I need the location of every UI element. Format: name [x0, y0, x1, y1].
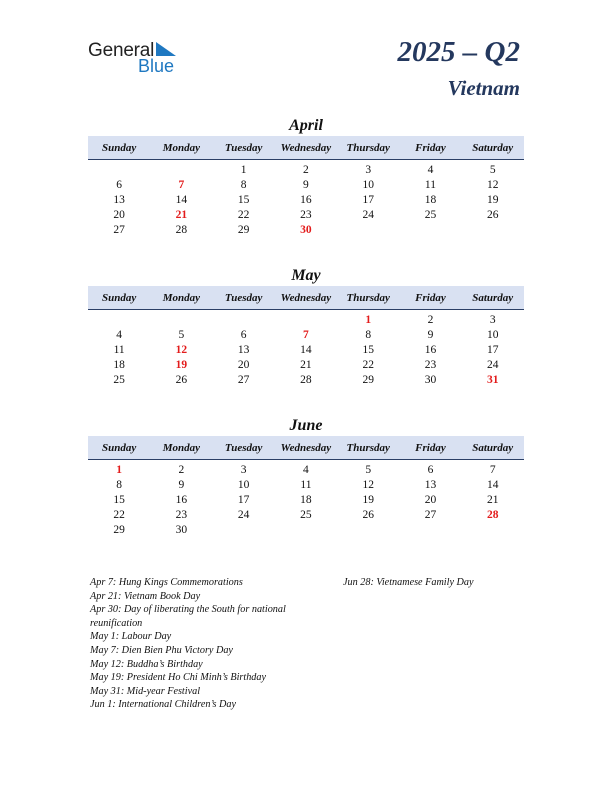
day-cell	[150, 313, 212, 328]
day-cell: 23	[300, 209, 312, 221]
day-cell: 28	[175, 224, 188, 236]
day-cell: 9	[178, 479, 185, 491]
holiday-note: Jun 1: International Children’s Day	[90, 699, 237, 711]
day-cell: 3	[489, 314, 496, 326]
day-cell: 11	[424, 179, 436, 191]
day-cell: 25	[113, 374, 125, 386]
day-cell: 16	[424, 344, 437, 356]
day-cell: 16	[175, 494, 188, 506]
day-cell: 18	[113, 359, 125, 371]
day-cell: 30	[424, 374, 437, 386]
week-row	[88, 223, 524, 238]
weekday-label: Sunday	[102, 291, 137, 304]
month-name: May	[291, 267, 321, 284]
day-cell: 26	[362, 509, 374, 521]
week-row	[88, 163, 524, 178]
day-cell: 20	[424, 494, 437, 506]
holiday-note: Jun 28: Vietnamese Family Day	[343, 577, 474, 588]
day-cell: 21	[486, 494, 499, 506]
weekday-header-row	[88, 436, 524, 460]
day-cell: 14	[486, 479, 499, 491]
week-row	[88, 373, 524, 388]
day-cell: 13	[237, 344, 250, 356]
week-row	[88, 178, 524, 193]
day-cell: 18	[424, 194, 437, 206]
month-name: April	[289, 117, 323, 134]
day-cell: 5	[489, 164, 496, 176]
holiday-note: reunification	[90, 617, 143, 629]
day-cell: 24	[362, 209, 374, 221]
week-row	[88, 463, 524, 478]
week-row	[88, 358, 524, 373]
holiday-note: Apr 7: Hung Kings Commemorations	[90, 577, 243, 588]
weekday-label: Tuesday	[224, 291, 263, 304]
weekday-header-row	[88, 136, 524, 160]
day-cell: 21	[300, 359, 312, 371]
month-may	[88, 266, 524, 388]
day-cell: 17	[486, 344, 499, 356]
day-cell	[275, 523, 337, 538]
day-cell: 23	[175, 509, 188, 521]
day-cell: 17	[362, 194, 374, 206]
day-cell: 12	[362, 479, 374, 491]
day-cell: 14	[300, 344, 312, 356]
holiday-note: May 31: Mid-year Festival	[90, 685, 201, 697]
day-cell	[399, 223, 461, 238]
day-cell: 6	[116, 179, 122, 191]
day-cell: 2	[303, 164, 309, 176]
week-row	[88, 193, 524, 208]
week-row	[88, 208, 524, 223]
weekday-label: Friday	[415, 441, 446, 454]
day-cell: 8	[240, 179, 247, 191]
weekday-label: Saturday	[472, 441, 514, 454]
day-cell: 13	[424, 479, 437, 491]
day-cell: 2	[178, 464, 185, 476]
day-cell	[337, 223, 399, 238]
weekday-label: Wednesday	[280, 441, 332, 454]
week-row	[88, 313, 524, 328]
month-april	[88, 116, 524, 238]
day-cell: 1	[365, 314, 372, 326]
holiday-note: May 12: Buddha’s Birthday	[90, 658, 203, 670]
day-cell	[213, 313, 275, 328]
week-row	[88, 523, 524, 538]
weekday-label: Sunday	[102, 141, 137, 154]
day-cell: 22	[237, 209, 250, 221]
week-row	[88, 343, 524, 358]
day-cell: 1	[240, 164, 247, 176]
holiday-note: May 1: Labour Day	[90, 631, 172, 643]
week-row	[88, 328, 524, 343]
day-cell: 6	[427, 464, 434, 476]
week-row	[88, 493, 524, 508]
weekday-label: Monday	[162, 441, 201, 454]
day-cell: 30	[175, 524, 188, 536]
weekday-label: Friday	[415, 141, 446, 154]
day-cell: 9	[303, 179, 309, 191]
weekday-label: Sunday	[102, 441, 137, 454]
day-cell: 7	[178, 179, 185, 191]
day-cell: 22	[113, 509, 125, 521]
logo-word-blue: Blue	[138, 56, 175, 76]
weekday-label: Tuesday	[224, 141, 263, 154]
day-cell: 8	[365, 329, 372, 341]
weekday-label: Wednesday	[280, 291, 332, 304]
day-cell: 3	[365, 164, 372, 176]
week-row	[88, 508, 524, 523]
logo-word-general: General	[88, 40, 155, 61]
weekday-label: Saturday	[472, 291, 514, 304]
day-cell: 4	[116, 329, 122, 341]
day-cell: 13	[113, 194, 125, 206]
weekday-label: Tuesday	[224, 441, 263, 454]
day-cell: 19	[362, 494, 374, 506]
day-cell: 16	[300, 194, 312, 206]
week-row	[88, 478, 524, 493]
day-cell: 30	[300, 224, 312, 236]
day-cell: 25	[300, 509, 312, 521]
day-cell: 15	[113, 494, 125, 506]
day-cell: 4	[303, 464, 309, 476]
day-cell: 21	[175, 209, 188, 221]
day-cell	[213, 523, 275, 538]
weekday-label: Monday	[162, 291, 201, 304]
month-june	[88, 416, 524, 538]
day-cell	[337, 523, 399, 538]
day-cell: 28	[486, 509, 499, 521]
weekday-label: Friday	[415, 291, 446, 304]
day-cell: 17	[237, 494, 250, 506]
month-name: June	[289, 417, 323, 434]
logo	[88, 40, 188, 76]
weekday-header-row	[88, 286, 524, 310]
day-cell: 11	[113, 344, 125, 356]
day-cell	[150, 163, 212, 178]
day-cell: 12	[175, 344, 188, 356]
day-cell: 8	[116, 479, 122, 491]
day-cell: 20	[237, 359, 250, 371]
day-cell: 27	[113, 224, 125, 236]
day-cell: 25	[424, 209, 437, 221]
day-cell	[462, 223, 524, 238]
day-cell: 7	[489, 464, 496, 476]
day-cell: 15	[237, 194, 250, 206]
day-cell: 11	[300, 479, 312, 491]
weekday-label: Wednesday	[280, 141, 332, 154]
day-cell: 23	[424, 359, 437, 371]
day-cell	[88, 313, 150, 328]
weekday-label: Thursday	[346, 441, 390, 454]
weekday-label: Monday	[162, 141, 201, 154]
weekday-label: Thursday	[346, 291, 390, 304]
day-cell: 28	[300, 374, 312, 386]
day-cell	[275, 313, 337, 328]
day-cell: 9	[427, 329, 434, 341]
day-cell: 12	[486, 179, 499, 191]
weekday-label: Thursday	[346, 141, 390, 154]
day-cell: 27	[424, 509, 437, 521]
day-cell: 2	[427, 314, 434, 326]
day-cell: 7	[303, 329, 309, 341]
day-cell: 4	[427, 164, 434, 176]
day-cell: 5	[178, 329, 185, 341]
day-cell: 24	[486, 359, 499, 371]
day-cell: 6	[240, 329, 247, 341]
page-subtitle: Vietnam	[447, 76, 520, 100]
day-cell: 29	[237, 224, 250, 236]
day-cell: 10	[486, 329, 499, 341]
day-cell: 19	[175, 359, 188, 371]
day-cell: 22	[362, 359, 374, 371]
day-cell: 3	[240, 464, 247, 476]
day-cell	[462, 523, 524, 538]
day-cell: 24	[237, 509, 250, 521]
day-cell	[88, 163, 150, 178]
day-cell: 10	[237, 479, 250, 491]
day-cell: 26	[175, 374, 188, 386]
day-cell: 27	[237, 374, 250, 386]
holiday-notes-left	[90, 576, 320, 712]
day-cell: 29	[362, 374, 374, 386]
weekday-label: Saturday	[472, 141, 514, 154]
day-cell: 1	[116, 464, 122, 476]
day-cell: 10	[362, 179, 374, 191]
holiday-note: Apr 21: Vietnam Book Day	[90, 590, 201, 602]
day-cell: 5	[365, 464, 372, 476]
day-cell: 18	[300, 494, 312, 506]
holiday-note: Apr 30: Day of liberating the South for national	[90, 604, 286, 616]
logo-triangle-icon	[156, 42, 176, 56]
holiday-note: May 7: Dien Bien Phu Victory Day	[90, 644, 233, 656]
day-cell: 14	[175, 194, 188, 206]
holiday-notes-right	[343, 576, 474, 590]
day-cell: 20	[113, 209, 125, 221]
day-cell: 19	[486, 194, 499, 206]
day-cell: 26	[486, 209, 499, 221]
day-cell: 31	[486, 374, 499, 386]
day-cell	[399, 523, 461, 538]
day-cell: 15	[362, 344, 374, 356]
day-cell: 29	[113, 524, 125, 536]
holiday-note: May 19: President Ho Chi Minh’s Birthday	[90, 672, 266, 684]
page-title: 2025 – Q2	[397, 36, 520, 68]
